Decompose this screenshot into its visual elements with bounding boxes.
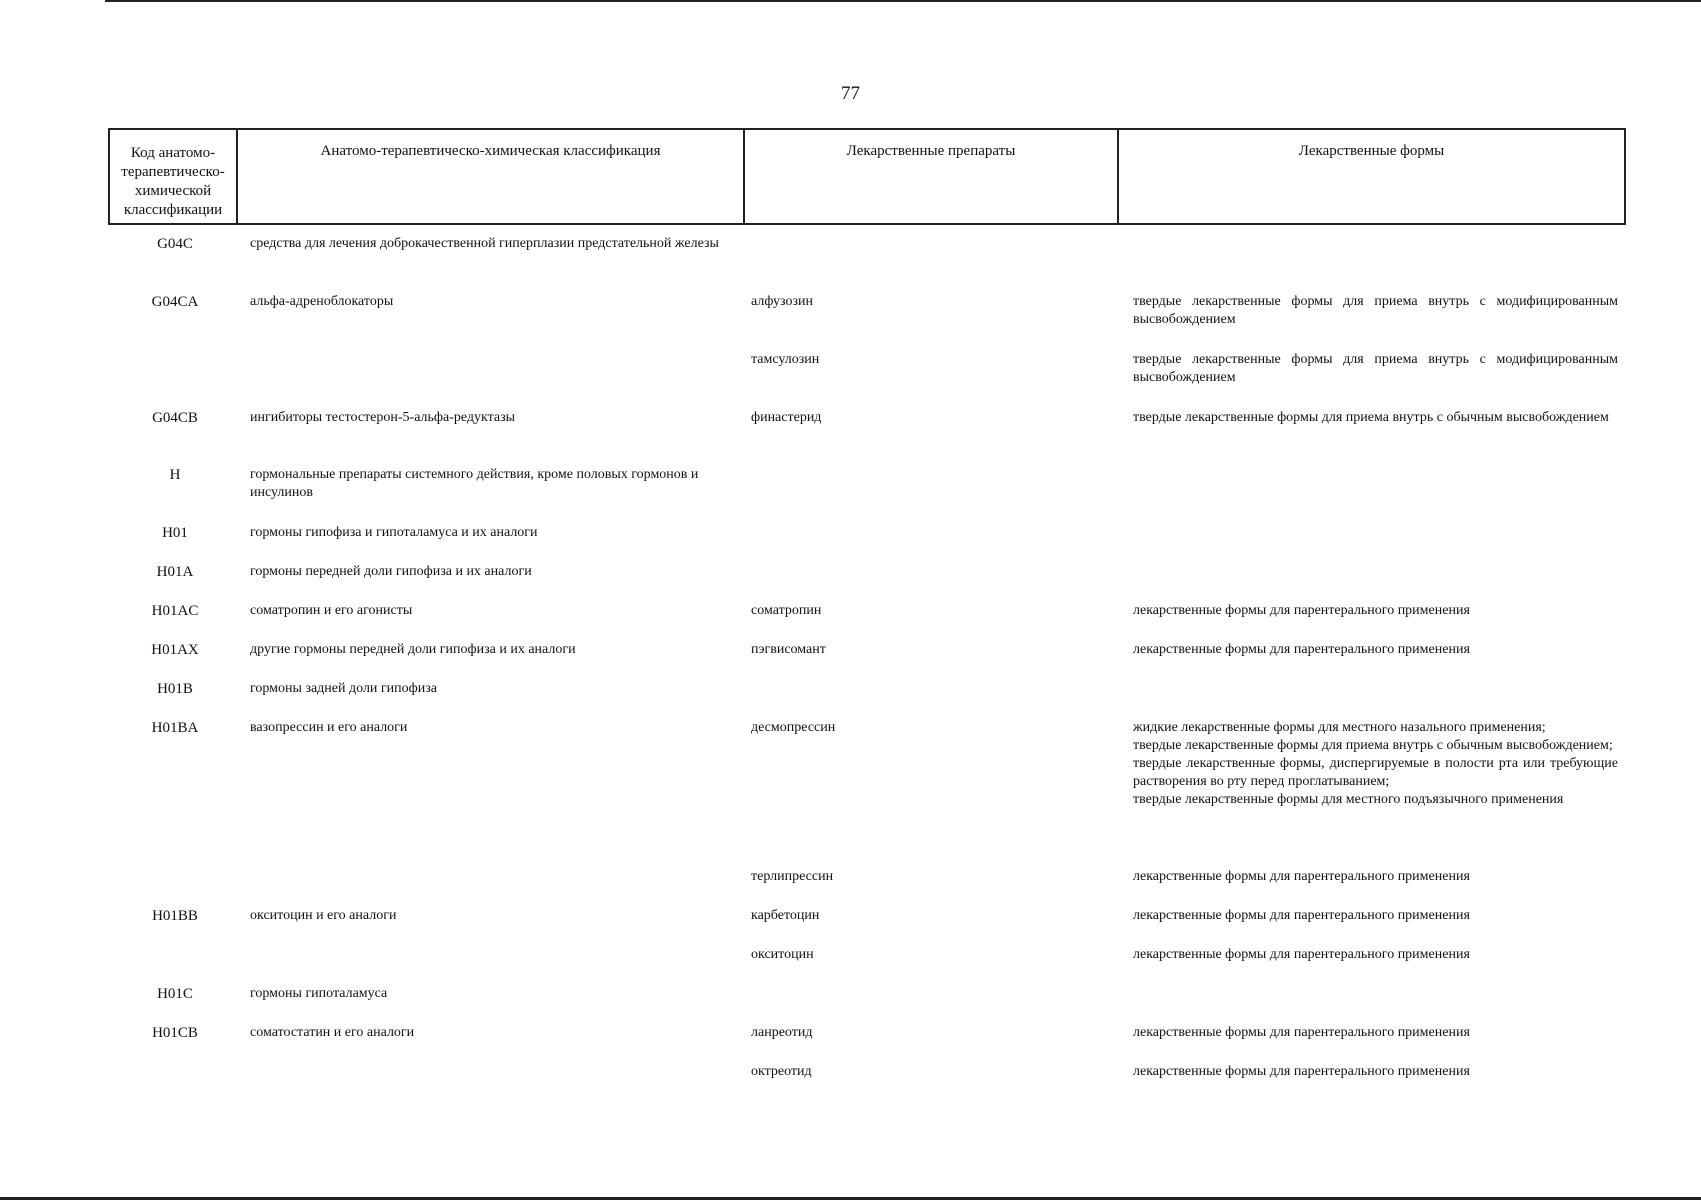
atc-code: G04CB <box>152 410 198 426</box>
atc-classification: средства для лечения доброкачественной гиперплазии предстательной железы <box>250 236 719 251</box>
table-body <box>108 235 1624 1102</box>
header-code: Код анатомо-терапевтическо-химической классификации <box>109 129 237 224</box>
atc-code: H01BA <box>151 720 199 736</box>
table-row <box>108 563 1624 602</box>
drug-name <box>743 563 1117 602</box>
dosage-forms <box>1117 1024 1624 1063</box>
atc-code: H01AX <box>151 642 199 658</box>
table-row <box>108 1024 1624 1063</box>
dosage-forms <box>1117 985 1624 1024</box>
drug-name <box>743 524 1117 563</box>
dosage-forms <box>1117 907 1624 946</box>
atc-code <box>108 868 236 907</box>
atc-code: G04CA <box>151 294 199 310</box>
atc-code: G04C <box>157 236 193 252</box>
atc-classification <box>236 868 743 907</box>
dosage-form-item: лекарственные формы для парентерального применения <box>1133 869 1470 884</box>
atc-classification: другие гормоны передней доли гипофиза и их аналоги <box>250 642 576 657</box>
table-header <box>108 128 1626 225</box>
table-row <box>108 907 1624 946</box>
atc-code <box>108 1063 236 1102</box>
dosage-forms <box>1117 524 1624 563</box>
drug-name <box>743 680 1117 719</box>
dosage-forms <box>1117 680 1624 719</box>
atc-code <box>108 351 236 409</box>
drug-name <box>743 235 1117 293</box>
drug-name: карбетоцин <box>751 908 820 923</box>
dosage-form-item: твердые лекарственные формы для приема внутрь с модифицированным высвобождением <box>1133 294 1618 327</box>
atc-classification: гормоны гипоталамуса <box>250 986 388 1001</box>
dosage-form-item: твердые лекарственные формы для местного подъязычного применения <box>1133 792 1564 807</box>
table-row <box>108 466 1624 524</box>
table-row <box>108 235 1624 293</box>
dosage-form-item: лекарственные формы для парентерального применения <box>1133 642 1470 657</box>
table-row <box>108 641 1624 680</box>
atc-classification: соматостатин и его аналоги <box>250 1025 415 1040</box>
dosage-forms <box>1117 409 1624 466</box>
dosage-form-item: лекарственные формы для парентерального применения <box>1133 603 1470 618</box>
dosage-forms <box>1117 1063 1624 1102</box>
atc-classification: гормоны передней доли гипофиза и их аналоги <box>250 564 532 579</box>
drug-name: соматропин <box>751 603 822 618</box>
dosage-form-item: твердые лекарственные формы для приема внутрь с обычным высвобождением; <box>1133 738 1613 753</box>
drug-name: тамсулозин <box>751 352 820 367</box>
atc-classification <box>236 351 743 409</box>
atc-code: H01CB <box>152 1025 198 1041</box>
atc-classification: вазопрессин и его аналоги <box>250 720 408 735</box>
atc-classification <box>236 1063 743 1102</box>
table-row <box>108 868 1624 907</box>
atc-classification <box>236 946 743 985</box>
dosage-forms <box>1117 602 1624 641</box>
drug-name: окситоцин <box>751 947 814 962</box>
dosage-form-item: жидкие лекарственные формы для местного назального применения; <box>1133 720 1546 735</box>
atc-code: H01 <box>162 525 188 541</box>
dosage-forms <box>1117 719 1624 868</box>
atc-code: H01B <box>157 681 193 697</box>
header-forms: Лекарственные формы <box>1118 129 1625 224</box>
dosage-form-item: твердые лекарственные формы для приема внутрь с обычным высвобождением <box>1133 410 1609 425</box>
atc-code: H01BB <box>152 908 198 924</box>
table-row <box>108 293 1624 351</box>
drug-name: терлипрессин <box>751 869 834 884</box>
table-row <box>108 946 1624 985</box>
dosage-form-item: лекарственные формы для парентерального применения <box>1133 908 1470 923</box>
drug-name: десмопрессин <box>751 720 836 735</box>
drug-name <box>743 466 1117 524</box>
scan-edge-top <box>105 0 1701 2</box>
dosage-forms <box>1117 868 1624 907</box>
header-classification: Анатомо-терапевтическо-химическая классификация <box>237 129 744 224</box>
atc-classification: гормональные препараты системного действия, кроме половых гормонов и инсулинов <box>250 467 699 500</box>
drug-name: финастерид <box>751 410 822 425</box>
dosage-form-item: лекарственные формы для парентерального применения <box>1133 1025 1470 1040</box>
table-row <box>108 985 1624 1024</box>
header-drugs: Лекарственные препараты <box>744 129 1118 224</box>
dosage-forms <box>1117 563 1624 602</box>
dosage-forms <box>1117 946 1624 985</box>
dosage-forms <box>1117 235 1624 293</box>
dosage-form-item: лекарственные формы для парентерального применения <box>1133 1064 1470 1079</box>
atc-code: H01AC <box>151 603 199 619</box>
atc-code: H01A <box>156 564 194 580</box>
table-row <box>108 524 1624 563</box>
page-number: 77 <box>841 83 860 104</box>
dosage-forms <box>1117 466 1624 524</box>
atc-classification: окситоцин и его аналоги <box>250 908 397 923</box>
dosage-form-item: твердые лекарственные формы для приема внутрь с модифицированным высвобождением <box>1133 352 1618 385</box>
atc-classification: гормоны гипофиза и гипоталамуса и их аналоги <box>250 525 538 540</box>
drug-name: ланреотид <box>751 1025 813 1040</box>
atc-code: H01C <box>157 986 193 1002</box>
dosage-forms <box>1117 351 1624 409</box>
atc-classification: соматропин и его агонисты <box>250 603 413 618</box>
dosage-form-item: твердые лекарственные формы, диспергируемые в полости рта или требующие растворения во рту перед проглатыванием; <box>1133 756 1618 789</box>
atc-code: H <box>169 467 181 483</box>
dosage-forms <box>1117 641 1624 680</box>
dosage-forms <box>1117 293 1624 351</box>
atc-classification: ингибиторы тестостерон-5-альфа-редуктазы <box>250 410 516 425</box>
drug-name: пэгвисомант <box>751 642 826 657</box>
table-row <box>108 602 1624 641</box>
atc-classification: альфа-адреноблокаторы <box>250 294 394 309</box>
atc-classification: гормоны задней доли гипофиза <box>250 681 437 696</box>
drug-name: алфузозин <box>751 294 814 309</box>
table-row <box>108 409 1624 466</box>
table-row <box>108 680 1624 719</box>
drug-name: октреотид <box>751 1064 812 1079</box>
drug-name <box>743 985 1117 1024</box>
atc-code <box>108 946 236 985</box>
table-row <box>108 1063 1624 1102</box>
table-row <box>108 719 1624 868</box>
table-row <box>108 351 1624 409</box>
dosage-form-item: лекарственные формы для парентерального применения <box>1133 947 1470 962</box>
